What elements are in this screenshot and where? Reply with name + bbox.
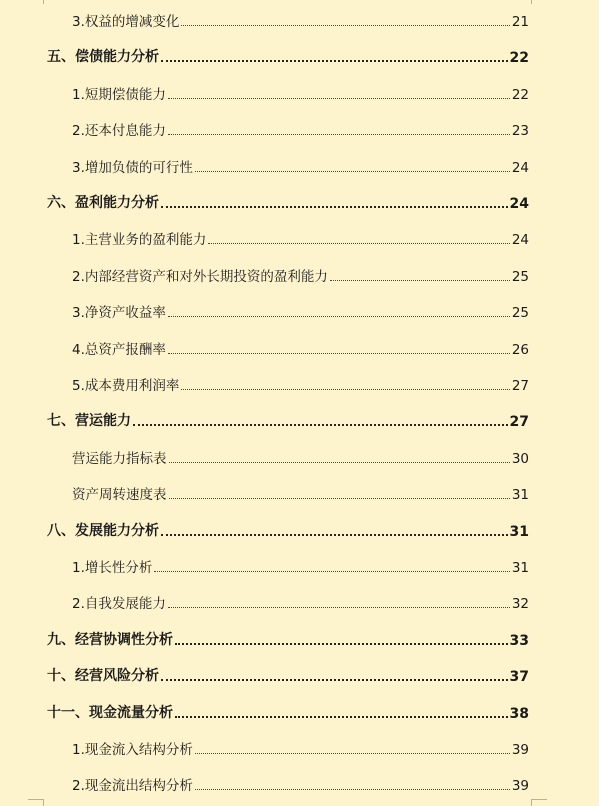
toc-section-entry[interactable] [47, 627, 529, 649]
toc-page-number: 30 [511, 450, 529, 467]
toc-page-number: 24 [511, 159, 529, 176]
crop-mark-bottom-right-v [531, 799, 532, 806]
toc-page-number: 23 [511, 123, 529, 140]
toc-subsection-entry[interactable] [72, 445, 529, 467]
toc-entry-label: 八、发展能力分析 [47, 522, 159, 539]
toc-subsection-entry[interactable] [72, 154, 529, 176]
toc-entry-label: 1.现金流入结构分析 [72, 742, 193, 758]
toc-dot-leader [195, 753, 510, 754]
toc-dot-leader [161, 534, 508, 536]
crop-mark-bottom-left-v [43, 799, 44, 806]
toc-section-entry[interactable] [47, 408, 529, 430]
toc-subsection-entry[interactable] [72, 336, 529, 358]
toc-dot-leader [168, 134, 510, 135]
toc-page-number: 39 [511, 778, 529, 795]
toc-dot-leader [181, 25, 509, 26]
toc-section-entry[interactable] [47, 663, 529, 685]
toc-dot-leader [168, 316, 510, 317]
toc-dot-leader [181, 389, 509, 390]
toc-dot-leader [161, 679, 508, 681]
toc-entry-label: 1.增长性分析 [72, 560, 153, 576]
toc-section-entry[interactable] [47, 190, 529, 212]
crop-mark-top-left-v [43, 0, 44, 4]
toc-page-number: 21 [511, 14, 529, 30]
toc-page-number: 22 [511, 86, 529, 103]
toc-dot-leader [161, 206, 508, 208]
toc-entry-label: 六、盈利能力分析 [47, 195, 159, 211]
toc-section-entry[interactable] [47, 44, 529, 66]
toc-subsection-entry[interactable] [72, 590, 529, 612]
toc-dot-leader [175, 716, 508, 718]
toc-page-number: 25 [511, 268, 529, 285]
toc-section-entry[interactable] [47, 700, 529, 722]
toc-section-entry[interactable] [47, 518, 529, 540]
toc-dot-leader [133, 424, 508, 426]
toc-entry-label: 4.总资产报酬率 [72, 341, 166, 358]
toc-dot-leader [195, 789, 510, 790]
crop-mark-bottom-right-h [531, 799, 547, 800]
toc-entry-label: 资产周转速度表 [72, 487, 167, 504]
toc-entry-label: 3.净资产收益率 [72, 305, 166, 322]
toc-subsection-entry[interactable] [72, 263, 529, 285]
toc-entry-label: 九、经营协调性分析 [47, 631, 173, 648]
toc-dot-leader [169, 462, 510, 463]
toc-subsection-entry[interactable] [72, 299, 529, 321]
toc-page-number: 33 [509, 632, 529, 649]
toc-dot-leader [169, 498, 510, 499]
toc-dot-leader [168, 607, 510, 608]
toc-dot-leader [154, 571, 509, 572]
toc-page-number: 31 [511, 560, 529, 576]
toc-page-number: 25 [511, 305, 529, 322]
toc-page-number: 22 [509, 50, 529, 67]
toc-page-number: 38 [509, 705, 529, 722]
toc-subsection-entry[interactable] [72, 81, 529, 103]
toc-page-number: 37 [509, 669, 529, 686]
toc-subsection-entry[interactable] [72, 736, 529, 758]
toc-entry-label: 3.权益的增减变化 [72, 14, 180, 30]
toc-page-number: 32 [511, 596, 529, 613]
toc-page-number: 31 [509, 523, 529, 540]
toc-entry-label: 七、营运能力 [47, 413, 131, 430]
toc-entry-label: 五、偿债能力分析 [47, 49, 159, 66]
toc-subsection-entry[interactable] [72, 226, 529, 248]
toc-entry-label: 5.成本费用利润率 [72, 378, 180, 394]
crop-mark-bottom-left-h [28, 799, 44, 800]
toc-page-number: 39 [511, 742, 529, 758]
toc-page-number: 31 [511, 487, 529, 504]
toc-page-number: 24 [511, 232, 529, 249]
toc-entry-label: 1.短期偿债能力 [72, 86, 166, 103]
toc-entry-label: 2.还本付息能力 [72, 123, 166, 140]
toc-page-number: 27 [509, 414, 529, 431]
toc-entry-label: 十、经营风险分析 [47, 668, 159, 685]
toc-dot-leader [168, 98, 510, 99]
toc-dot-leader [168, 353, 510, 354]
toc-dot-leader [208, 243, 509, 244]
toc-subsection-entry[interactable] [72, 117, 529, 139]
toc-entry-label: 2.内部经营资产和对外长期投资的盈利能力 [72, 268, 328, 285]
toc-page-number: 27 [511, 378, 529, 394]
toc-dot-leader [195, 171, 510, 172]
crop-mark-top-right-v [531, 0, 532, 4]
toc-page-number: 24 [509, 196, 529, 212]
toc-entry-label: 十一、现金流量分析 [47, 704, 173, 721]
toc-entry-label: 3.增加负债的可行性 [72, 159, 193, 176]
toc-page-number: 26 [511, 341, 529, 358]
toc-entry-label: 2.现金流出结构分析 [72, 778, 193, 795]
toc-dot-leader [161, 60, 508, 62]
toc-entry-label: 1.主营业务的盈利能力 [72, 232, 207, 249]
toc-subsection-entry[interactable] [72, 772, 529, 794]
toc-subsection-entry[interactable] [72, 8, 529, 30]
toc-entry-label: 营运能力指标表 [72, 450, 167, 467]
toc-dot-leader [330, 280, 510, 281]
toc-subsection-entry[interactable] [72, 481, 529, 503]
toc-dot-leader [175, 643, 508, 645]
toc-subsection-entry[interactable] [72, 372, 529, 394]
toc-entry-label: 2.自我发展能力 [72, 596, 166, 613]
toc-subsection-entry[interactable] [72, 554, 529, 576]
